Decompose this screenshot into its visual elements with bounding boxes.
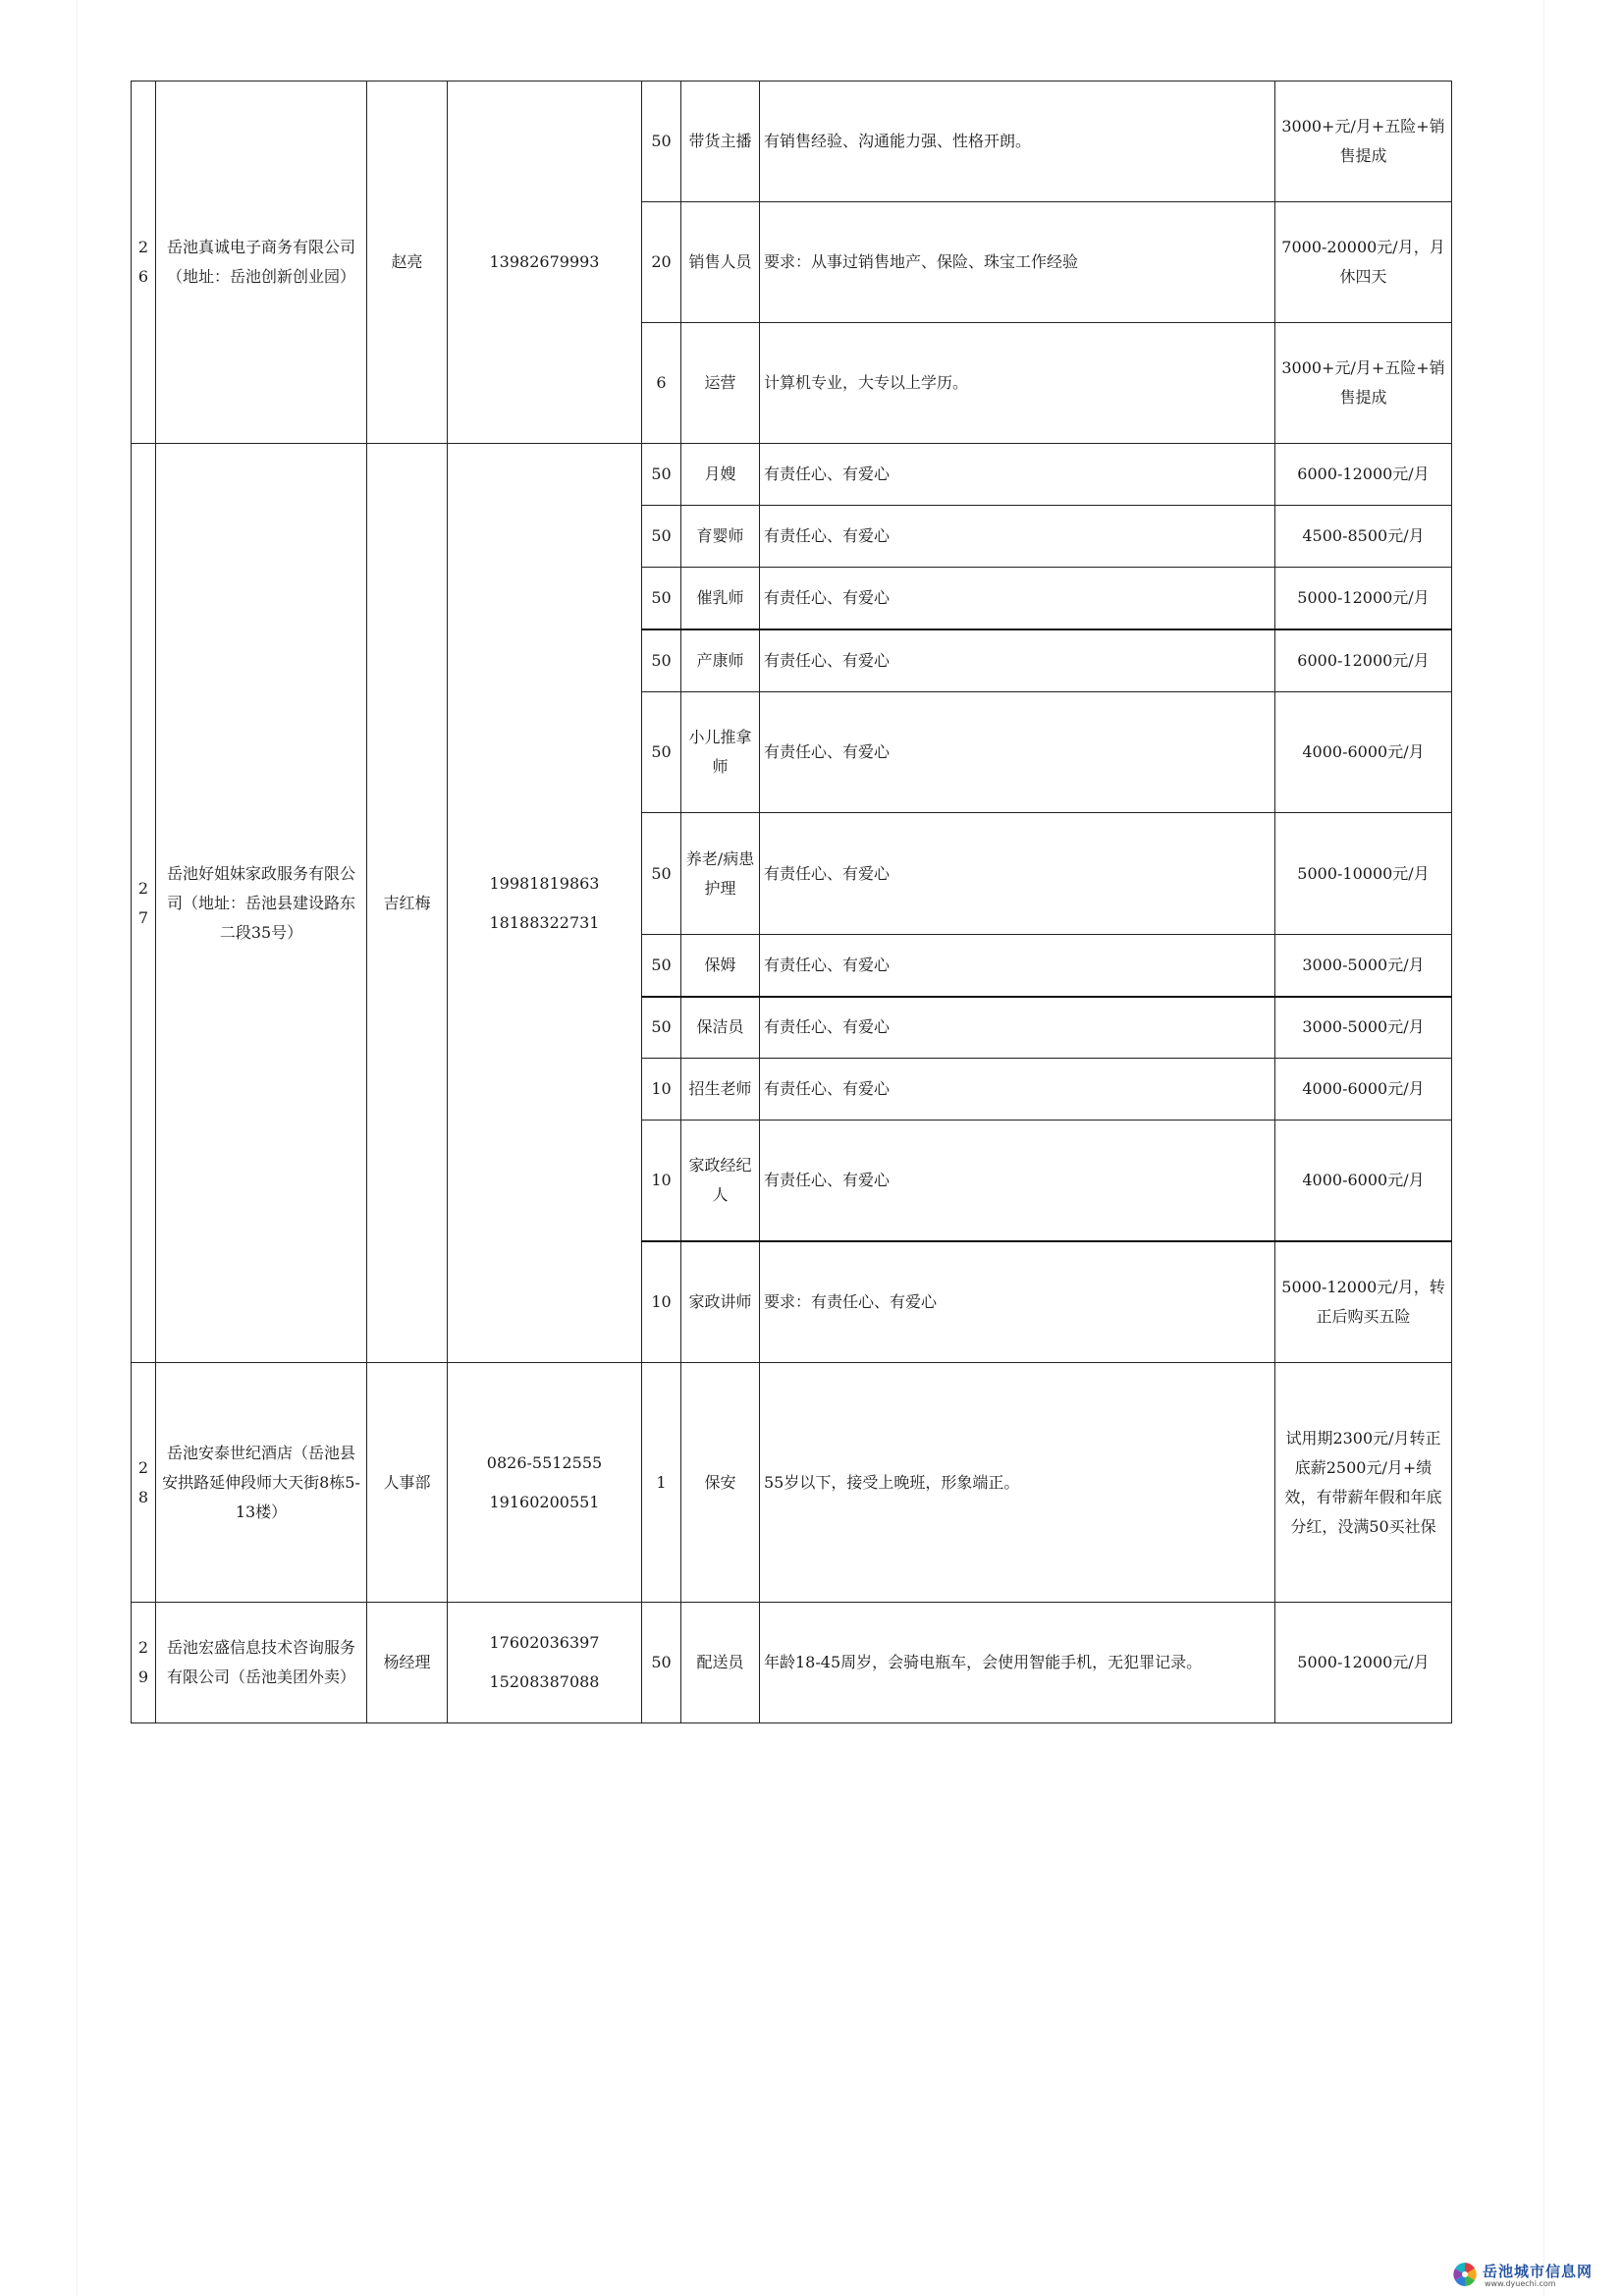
hire-count: 50	[642, 692, 681, 813]
company-name: 岳池安泰世纪酒店（岳池县安拱路延伸段师大天街8栋5-13楼）	[156, 1363, 367, 1603]
row-number: 27	[132, 444, 156, 1363]
hire-count: 10	[642, 1059, 681, 1121]
requirement: 年龄18-45周岁，会骑电瓶车，会使用智能手机，无犯罪记录。	[760, 1603, 1275, 1723]
table-row	[132, 1363, 1452, 1603]
hire-count: 20	[642, 202, 681, 323]
salary: 5000-12000元/月	[1275, 568, 1452, 629]
position: 养老/病患护理	[681, 813, 760, 935]
row-number: 29	[132, 1603, 156, 1723]
table-row	[132, 444, 1452, 506]
requirement: 有责任心、有爱心	[760, 568, 1275, 629]
hire-count: 50	[642, 82, 681, 202]
company-name: 岳池真诚电子商务有限公司（地址：岳池创新创业园）	[156, 82, 367, 444]
table-row	[132, 82, 1452, 202]
requirement: 要求：从事过销售地产、保险、珠宝工作经验	[760, 202, 1275, 323]
hire-count: 50	[642, 444, 681, 506]
salary: 3000-5000元/月	[1275, 935, 1452, 997]
watermark-site-url: www.dyuechi.com	[1485, 2279, 1556, 2288]
requirement: 有责任心、有爱心	[760, 997, 1275, 1059]
phone-number: 19981819863	[489, 873, 600, 893]
position: 小儿推拿师	[681, 692, 760, 813]
position: 保姆	[681, 935, 760, 997]
phone-number: 17602036397	[489, 1633, 600, 1652]
hire-count: 50	[642, 1603, 681, 1723]
position: 保洁员	[681, 997, 760, 1059]
hire-count: 10	[642, 1241, 681, 1363]
table-row	[132, 1603, 1452, 1723]
position: 家政经纪人	[681, 1121, 760, 1241]
position: 运营	[681, 323, 760, 444]
position: 育婴师	[681, 506, 760, 568]
salary: 4000-6000元/月	[1275, 1059, 1452, 1121]
salary: 4000-6000元/月	[1275, 692, 1452, 813]
hire-count: 50	[642, 506, 681, 568]
recruitment-table	[131, 81, 1452, 1723]
scan-edge-left	[77, 0, 78, 2296]
requirement: 有销售经验、沟通能力强、性格开朗。	[760, 82, 1275, 202]
requirement: 有责任心、有爱心	[760, 444, 1275, 506]
position: 配送员	[681, 1603, 760, 1723]
phone-number: 0826-5512555	[486, 1452, 603, 1472]
watermark-site-name: 岳池城市信息网	[1483, 2263, 1594, 2280]
salary: 6000-12000元/月	[1275, 444, 1452, 506]
contact-person: 吉红梅	[367, 444, 448, 1363]
hire-count: 50	[642, 568, 681, 629]
requirement: 55岁以下，接受上晚班，形象端正。	[760, 1363, 1275, 1603]
requirement: 有责任心、有爱心	[760, 1059, 1275, 1121]
phone-number: 13982679993	[489, 252, 600, 271]
hire-count: 50	[642, 997, 681, 1059]
requirement: 计算机专业，大专以上学历。	[760, 323, 1275, 444]
contact-person: 赵亮	[367, 82, 448, 444]
hire-count: 1	[642, 1363, 681, 1603]
salary: 7000-20000元/月，月休四天	[1275, 202, 1452, 323]
salary: 4000-6000元/月	[1275, 1121, 1452, 1241]
requirement: 有责任心、有爱心	[760, 692, 1275, 813]
row-number: 28	[132, 1363, 156, 1603]
phone-cell	[448, 1603, 642, 1723]
company-name: 岳池好姐妹家政服务有限公司（地址：岳池县建设路东二段35号）	[156, 444, 367, 1363]
phone-cell	[448, 82, 642, 444]
salary: 5000-12000元/月，转正后购买五险	[1275, 1241, 1452, 1363]
contact-person: 人事部	[367, 1363, 448, 1603]
pinwheel-logo-icon	[1451, 2261, 1479, 2288]
salary: 试用期2300元/月转正底薪2500元/月+绩效，有带薪年假和年底分红，没满50买社保	[1275, 1363, 1452, 1603]
salary: 3000-5000元/月	[1275, 997, 1452, 1059]
requirement: 要求：有责任心、有爱心	[760, 1241, 1275, 1363]
position: 保安	[681, 1363, 760, 1603]
hire-count: 50	[642, 629, 681, 692]
salary: 3000+元/月+五险+销售提成	[1275, 323, 1452, 444]
scan-edge-right	[1543, 0, 1544, 2296]
salary: 4500-8500元/月	[1275, 506, 1452, 568]
position: 月嫂	[681, 444, 760, 506]
requirement: 有责任心、有爱心	[760, 935, 1275, 997]
contact-person: 杨经理	[367, 1603, 448, 1723]
position: 家政讲师	[681, 1241, 760, 1363]
requirement: 有责任心、有爱心	[760, 813, 1275, 935]
salary: 3000+元/月+五险+销售提成	[1275, 82, 1452, 202]
site-watermark	[1451, 2259, 1618, 2290]
requirement: 有责任心、有爱心	[760, 506, 1275, 568]
phone-number: 15208387088	[489, 1672, 600, 1691]
hire-count: 50	[642, 935, 681, 997]
phone-number: 19160200551	[489, 1492, 600, 1511]
salary: 6000-12000元/月	[1275, 629, 1452, 692]
salary: 5000-12000元/月	[1275, 1603, 1452, 1723]
requirement: 有责任心、有爱心	[760, 1121, 1275, 1241]
position: 催乳师	[681, 568, 760, 629]
row-number: 26	[132, 82, 156, 444]
position: 产康师	[681, 629, 760, 692]
hire-count: 50	[642, 813, 681, 935]
hire-count: 10	[642, 1121, 681, 1241]
company-name: 岳池宏盛信息技术咨询服务有限公司（岳池美团外卖）	[156, 1603, 367, 1723]
phone-cell	[448, 444, 642, 1363]
position: 带货主播	[681, 82, 760, 202]
position: 招生老师	[681, 1059, 760, 1121]
requirement: 有责任心、有爱心	[760, 629, 1275, 692]
phone-cell	[448, 1363, 642, 1603]
phone-number: 18188322731	[489, 912, 600, 932]
position: 销售人员	[681, 202, 760, 323]
salary: 5000-10000元/月	[1275, 813, 1452, 935]
hire-count: 6	[642, 323, 681, 444]
